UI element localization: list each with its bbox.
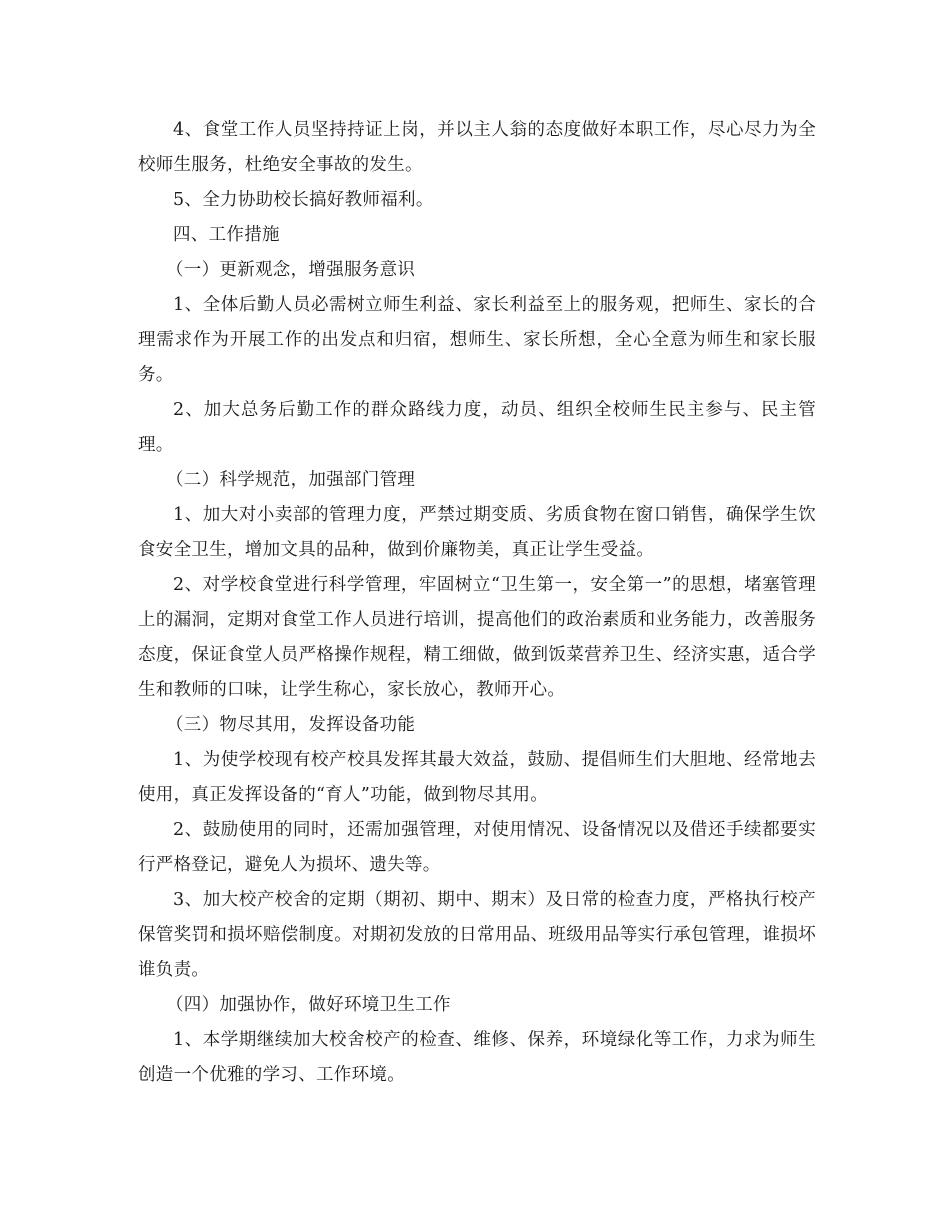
paragraph-item-5: 5、全力协助校长搞好教师福利。 [173, 190, 434, 210]
paragraph-item: 1、全体后勤人员必需树立师生利益、家长利益至上的服务观，把师生、家长的合理需求作为开展工作的出发点和归宿，想师生、家长所想，全心全意为师生和家长服务。 [138, 295, 816, 385]
subsection-heading-3: （三）物尽其用，发挥设备功能 [166, 715, 416, 735]
paragraph-item: 3、加大校产校舍的定期（期初、期中、期末）及日常的检查力度，严格执行校产保管奖罚和损坏赔偿制度。对期初发放的日常用品、班级用品等实行承包管理，谁损坏谁负责。 [138, 890, 816, 980]
paragraph-item: 2、鼓励使用的同时，还需加强管理，对使用情况、设备情况以及借还手续都要实行严格登记，避免人为损坏、遗失等。 [138, 820, 816, 875]
document-body [138, 113, 816, 1093]
subsection-heading-1: （一）更新观念，增强服务意识 [166, 260, 416, 280]
paragraph-item: 1、为使学校现有校产校具发挥其最大效益，鼓励、提倡师生们大胆地、经常地去使用，真正发挥设备的“育人”功能，做到物尽其用。 [138, 750, 816, 805]
section-heading-measures: 四、工作措施 [173, 225, 280, 245]
paragraph-item: 2、对学校食堂进行科学管理，牢固树立“卫生第一，安全第一”的思想，堵塞管理上的漏洞，定期对食堂工作人员进行培训，提高他们的政治素质和业务能力，改善服务态度，保证食堂人员严格操作规程，精工细做，做到饭菜营养卫生、经济实惠，适合学生和教师的口味，让学生称心，家长放心，教师开心。 [138, 575, 816, 700]
paragraph-item-4: 4、食堂工作人员坚持持证上岗，并以主人翁的态度做好本职工作，尽心尽力为全校师生服务，杜绝安全事故的发生。 [138, 120, 816, 175]
subsection-heading-4: （四）加强协作，做好环境卫生工作 [166, 995, 451, 1015]
paragraph-item: 1、本学期继续加大校舍校产的检查、维修、保养，环境绿化等工作，力求为师生创造一个优雅的学习、工作环境。 [138, 1030, 816, 1085]
paragraph-item: 1、加大对小卖部的管理力度，严禁过期变质、劣质食物在窗口销售，确保学生饮食安全卫生，增加文具的品种，做到价廉物美，真正让学生受益。 [138, 505, 816, 560]
subsection-heading-2: （二）科学规范，加强部门管理 [166, 470, 416, 490]
paragraph-item: 2、加大总务后勤工作的群众路线力度，动员、组织全校师生民主参与、民主管理。 [138, 400, 816, 455]
